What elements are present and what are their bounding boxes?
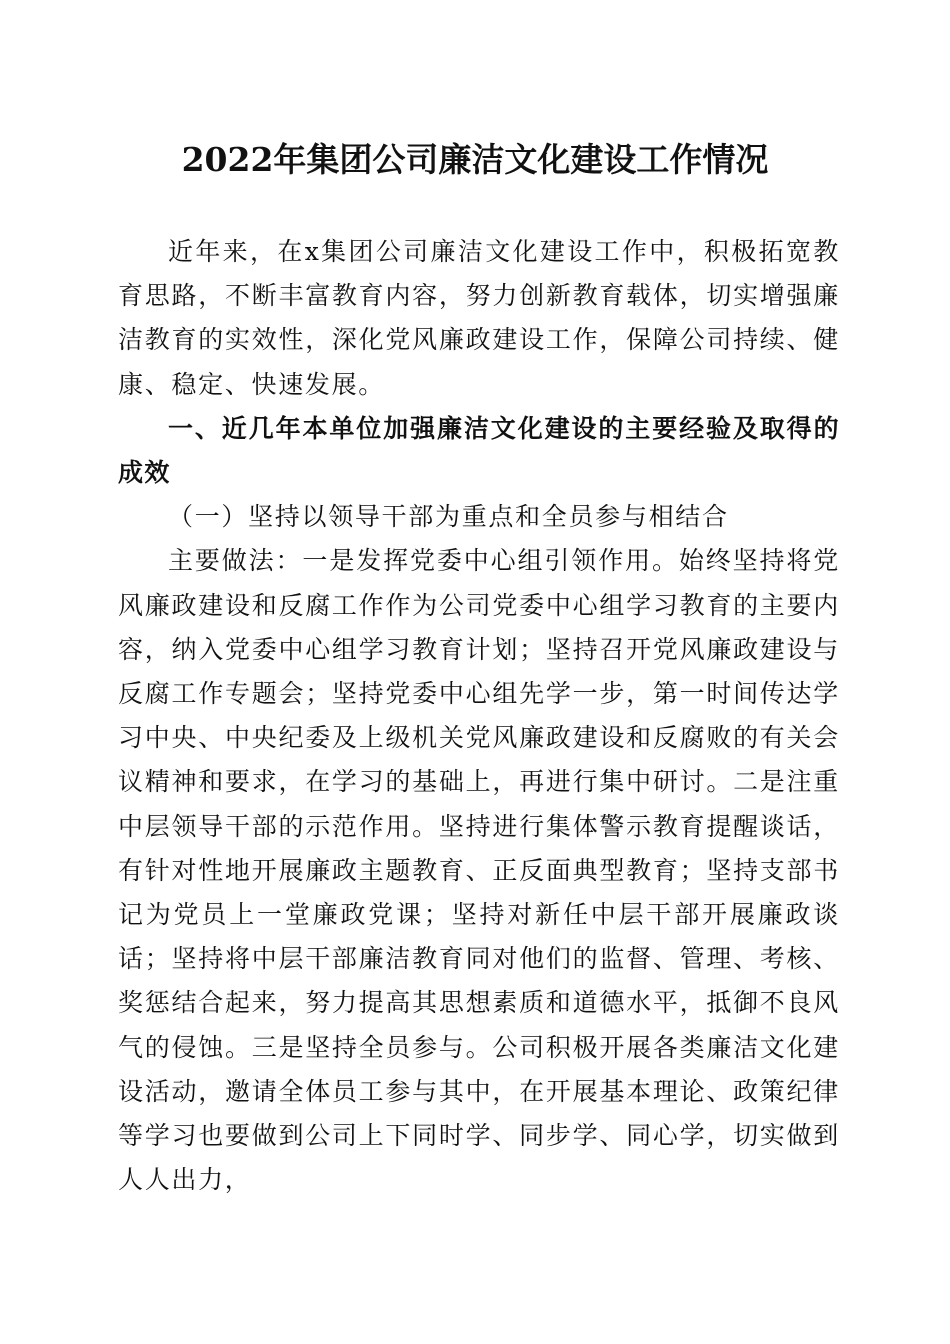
document-title: 2022年集团公司廉洁文化建设工作情况	[181, 140, 769, 179]
subsection-heading: （一）坚持以领导干部为重点和全员参与相结合	[168, 502, 729, 532]
section-heading: 一、近几年本单位加强廉洁文化建设的主要经验及取得的成效	[118, 413, 840, 488]
document-body	[118, 230, 840, 1202]
subsection-body-paragraph: 主要做法：一是发挥党委中心组引领作用。始终坚持将党风廉政建设和反腐工作作为公司党委中心组学习教育的主要内容，纳入党委中心组学习教育计划；坚持召开党风廉政建设与反腐工作专题会；坚持党委中心组先学一步，第一时间传达学习中央、中央纪委及上级机关党风廉政建设和反腐败的有关会议精神和要求，在学习的基础上，再进行集中研讨。二是注重中层领导干部的示范作用。坚持进行集体警示教育提醒谈话，有针对性地开展廉政主题教育、正反面典型教育；坚持支部书记为党员上一堂廉政党课；坚持对新任中层干部开展廉政谈话；坚持将中层干部廉洁教育同对他们的监督、管理、考核、奖惩结合起来，努力提高其思想素质和道德水平，抵御不良风气的侵蚀。三是坚持全员参与。公司积极开展各类廉洁文化建设活动，邀请全体员工参与其中，在开展基本理论、政策纪律等学习也要做到公司上下同时学、同步学、同心学，切实做到人人出力，	[118, 546, 840, 1195]
intro-paragraph: 近年来，在x集团公司廉洁文化建设工作中，积极拓宽教育思路，不断丰富教育内容，努力创新教育载体，切实增强廉洁教育的实效性，深化党风廉政建设工作，保障公司持续、健康、稳定、快速发展。	[118, 237, 840, 399]
